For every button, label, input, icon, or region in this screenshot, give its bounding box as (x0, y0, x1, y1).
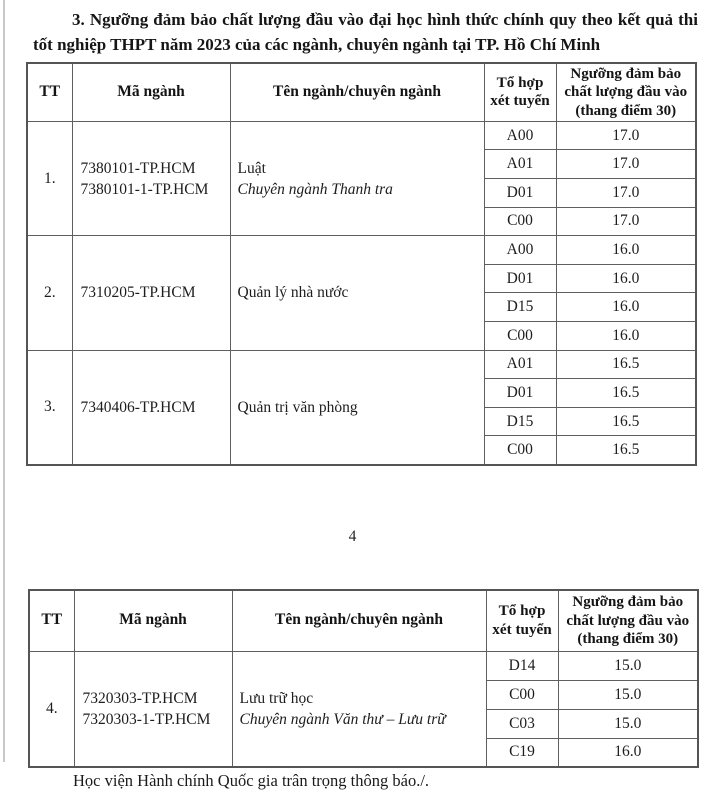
score-cell: 15.0 (558, 680, 698, 709)
table-header-row (27, 63, 696, 121)
col-header-ma-nganh: Mã ngành (74, 590, 232, 651)
scan-artifact-line (3, 0, 5, 762)
code-cell (72, 121, 230, 235)
table-row (29, 651, 698, 680)
score-cell: 16.0 (556, 236, 696, 265)
score-cell: 16.5 (556, 407, 696, 436)
col-header-nguong: Ngưỡng đảm bảo chất lượng đầu vào (thang điểm 30) (556, 63, 696, 121)
admission-table-page3 (26, 62, 697, 466)
combo-code-cell: C00 (484, 322, 556, 351)
combo-code-cell: A01 (484, 150, 556, 179)
major-name: Quản lý nhà nước (237, 284, 349, 302)
table-row (27, 121, 696, 150)
major-name: Luật (237, 159, 266, 177)
combo-code-cell: C19 (486, 738, 558, 767)
name-cell (230, 350, 484, 464)
score-cell: 16.5 (556, 436, 696, 465)
score-cell: 16.5 (556, 350, 696, 379)
col-header-ten-nganh: Tên ngành/chuyên ngành (232, 590, 486, 651)
footer-note: Học viện Hành chính Quốc gia trân trọng thông báo./. (73, 771, 430, 790)
table-header-row (29, 590, 698, 651)
score-cell: 15.0 (558, 651, 698, 680)
col-header-tt: TT (29, 590, 74, 651)
major-name: Lưu trữ học (239, 689, 314, 707)
score-cell: 16.0 (556, 264, 696, 293)
score-cell: 17.0 (556, 179, 696, 208)
major-specialization: Chuyên ngành Thanh tra (237, 180, 393, 198)
code-cell (72, 236, 230, 350)
combo-code-cell: D15 (484, 407, 556, 436)
code-cell (72, 350, 230, 464)
combo-code-cell: D01 (484, 264, 556, 293)
combo-code-cell: C03 (486, 709, 558, 738)
col-header-nguong: Ngưỡng đảm bảo chất lượng đầu vào (thang điểm 30) (558, 590, 698, 651)
combo-code-cell: C00 (484, 436, 556, 465)
major-code: 7380101-TP.HCM (80, 159, 196, 177)
col-header-to-hop: Tổ hợp xét tuyển (484, 63, 556, 121)
score-cell: 17.0 (556, 150, 696, 179)
combo-code-cell: A01 (484, 350, 556, 379)
combo-code-cell: A00 (484, 236, 556, 265)
score-cell: 16.0 (556, 293, 696, 322)
combo-code-cell: C00 (486, 680, 558, 709)
tt-cell: 1. (27, 121, 72, 235)
col-header-tt: TT (27, 63, 72, 121)
major-code: 7380101-1-TP.HCM (80, 180, 209, 198)
document-heading: 3. Ngưỡng đảm bảo chất lượng đầu vào đại học hình thức chính quy theo kết quả thi tốt nghiệp THPT năm 2023 của các ngành, chuyên ngành tại TP. Hồ Chí Minh (33, 10, 698, 54)
col-header-ma-nganh: Mã ngành (72, 63, 230, 121)
score-cell: 15.0 (558, 709, 698, 738)
major-code: 7320303-1-TP.HCM (82, 710, 211, 728)
major-code: 7310205-TP.HCM (80, 284, 196, 302)
page-number: 4 (348, 528, 357, 545)
combo-code-cell: D01 (484, 179, 556, 208)
combo-code-cell: A00 (484, 121, 556, 150)
combo-code-cell: D15 (484, 293, 556, 322)
score-cell: 17.0 (556, 121, 696, 150)
table-row (27, 350, 696, 379)
table-row (27, 236, 696, 265)
name-cell (230, 121, 484, 235)
tt-cell: 2. (27, 236, 72, 350)
major-code: 7340406-TP.HCM (80, 398, 196, 416)
tt-cell: 4. (29, 651, 74, 767)
admission-table-page4 (28, 589, 699, 768)
score-cell: 16.0 (556, 322, 696, 351)
tt-cell: 3. (27, 350, 72, 464)
combo-code-cell: D01 (484, 379, 556, 408)
major-specialization: Chuyên ngành Văn thư – Lưu trữ (239, 710, 446, 728)
combo-code-cell: C00 (484, 207, 556, 236)
col-header-ten-nganh: Tên ngành/chuyên ngành (230, 63, 484, 121)
score-cell: 16.0 (558, 738, 698, 767)
major-name: Quản trị văn phòng (237, 398, 358, 416)
col-header-to-hop: Tổ hợp xét tuyển (486, 590, 558, 651)
combo-code-cell: D14 (486, 651, 558, 680)
name-cell (232, 651, 486, 767)
score-cell: 16.5 (556, 379, 696, 408)
major-code: 7320303-TP.HCM (82, 689, 198, 707)
score-cell: 17.0 (556, 207, 696, 236)
code-cell (74, 651, 232, 767)
name-cell (230, 236, 484, 350)
